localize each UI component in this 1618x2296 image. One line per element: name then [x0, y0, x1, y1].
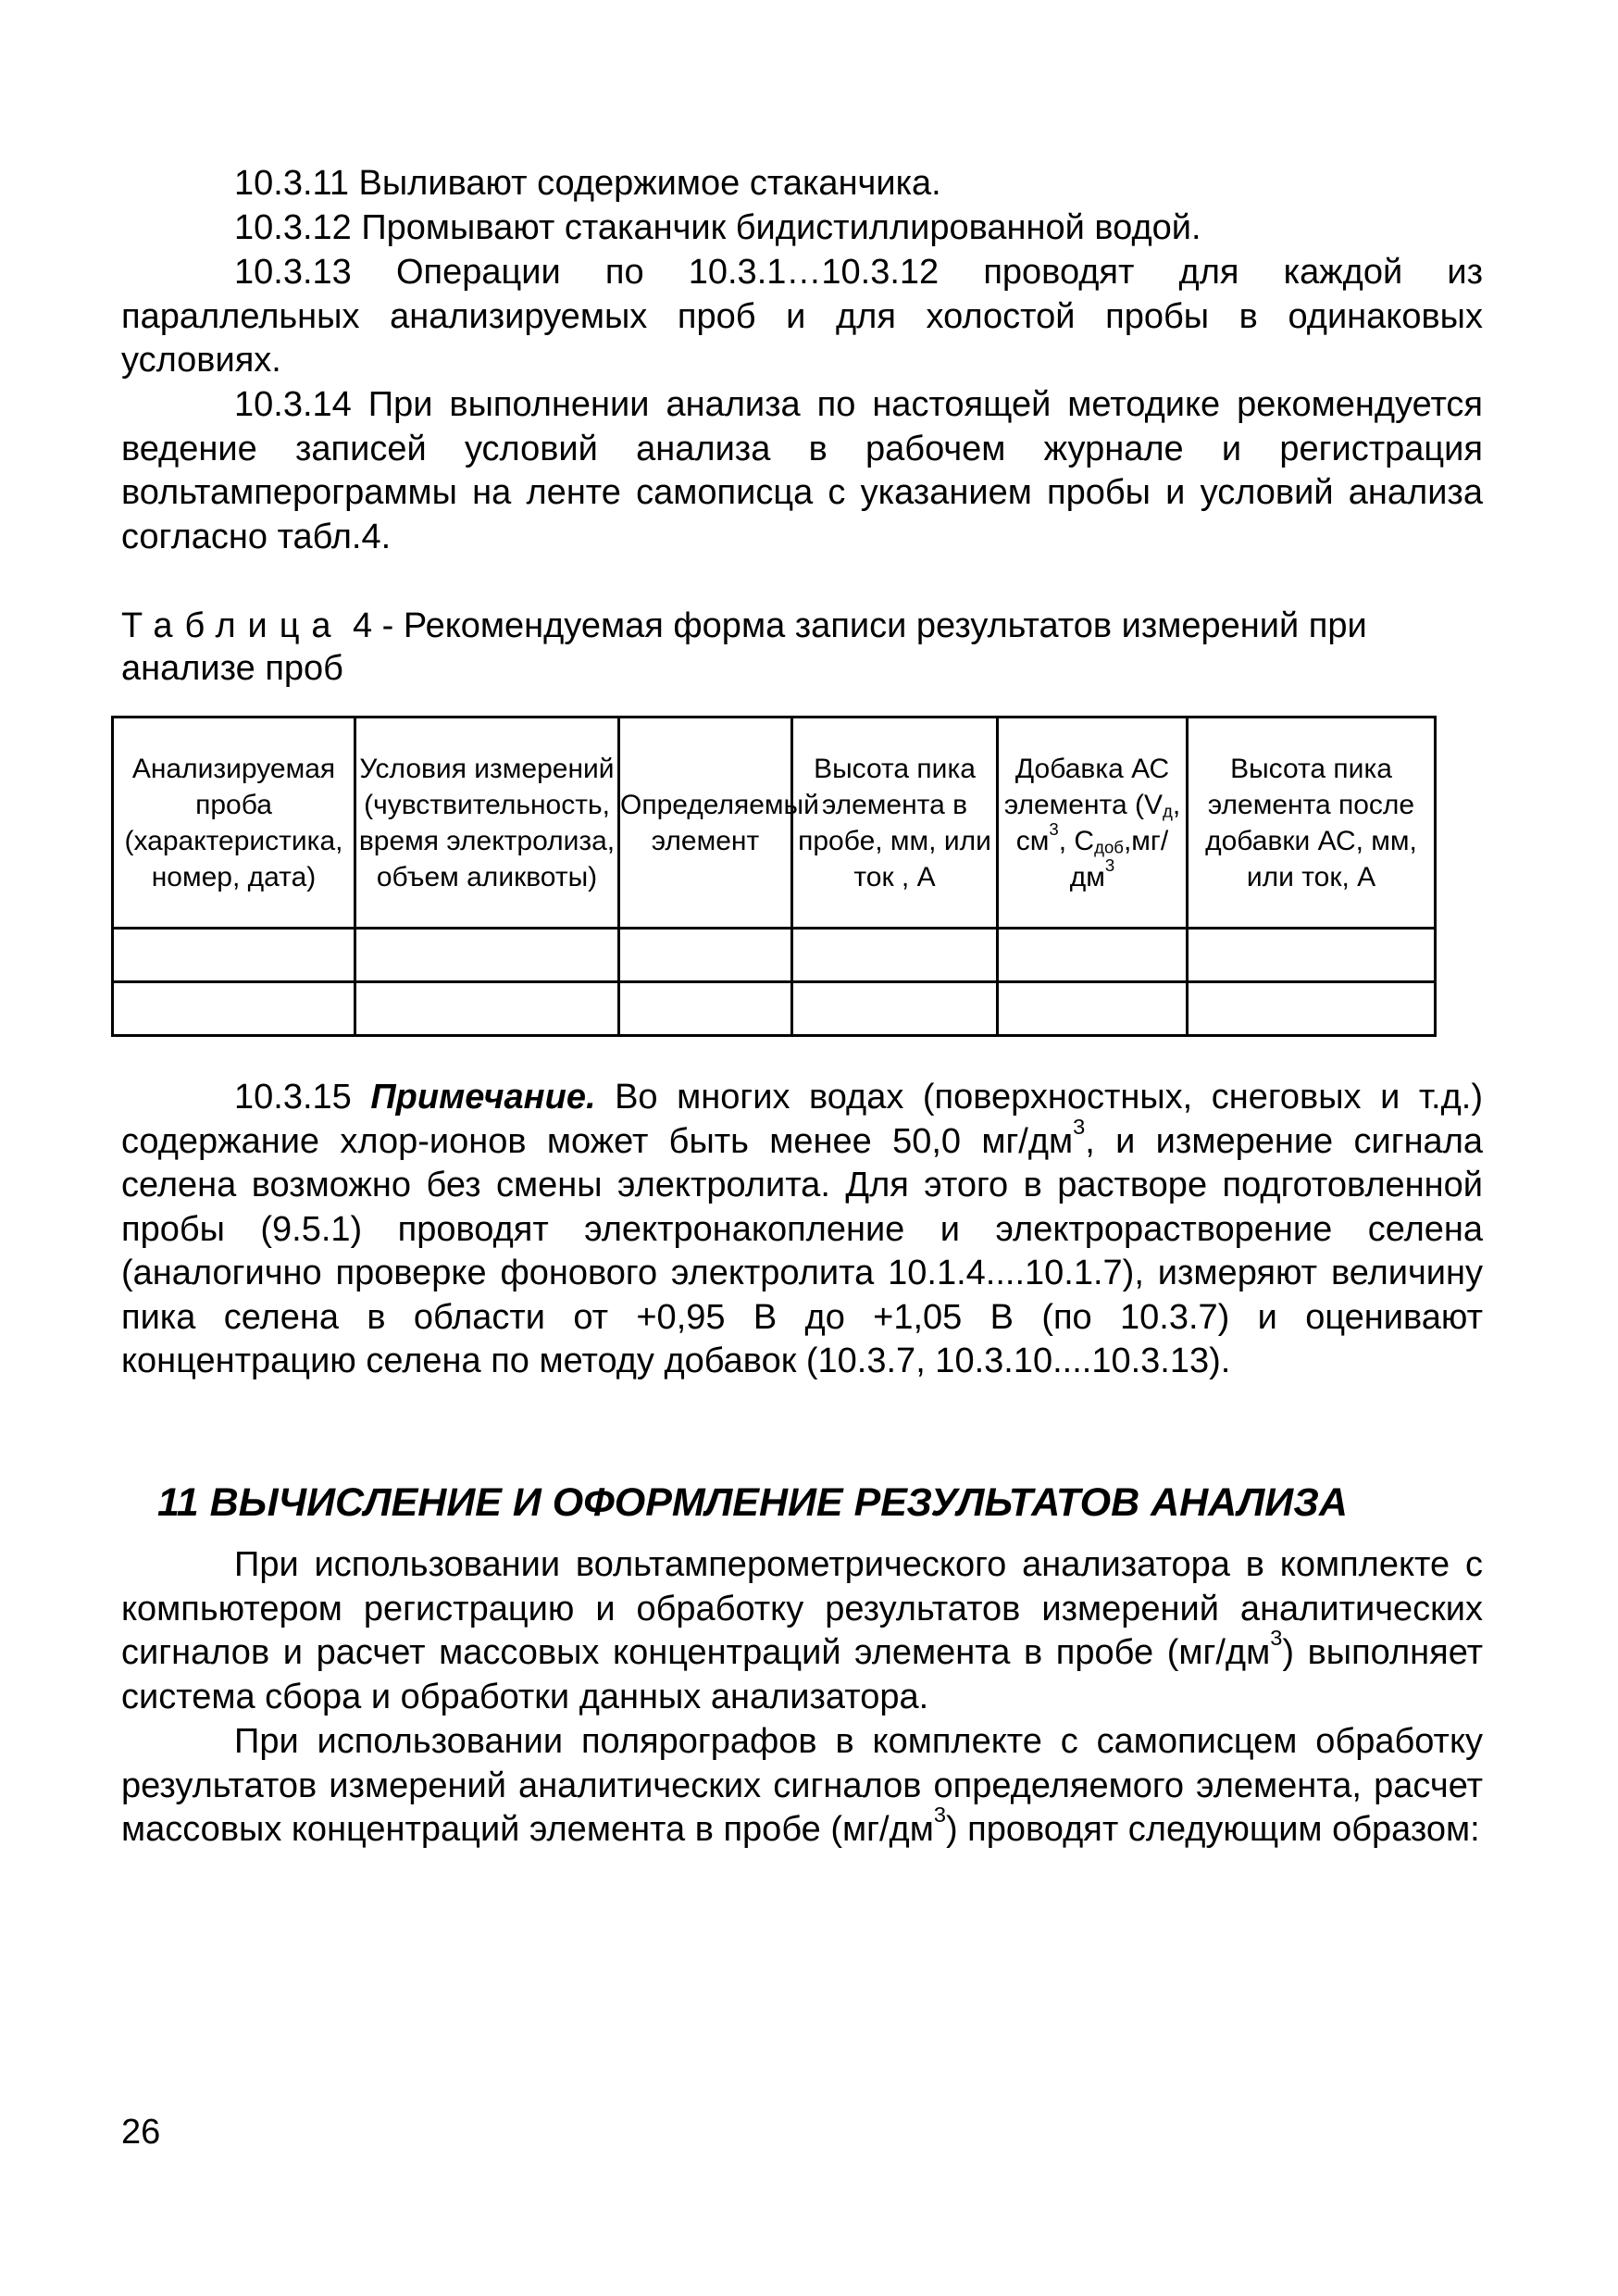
table-cell	[1188, 982, 1436, 1036]
header-sample: Анализируемая проба (характеристика, номер, дата)	[113, 718, 355, 929]
table-row	[113, 982, 1436, 1036]
header-addition: Добавка АС элемента ($V_д$, $см^3$, $С_{доб},мг/дм^3$	[998, 718, 1188, 929]
header-peak-height: Высота пика элемента в пробе, мм, или ток , А	[792, 718, 998, 929]
paragraph-10-3-14: 10.3.14 При выполнении анализа по настоящей методике рекомендуется ведение записей условий анализа в рабочем журнале и регистрация вольтамперограммы на ленте самописца с указанием пробы и условий анализа согласно табл.4.	[121, 385, 1483, 556]
table-cell	[998, 982, 1188, 1036]
section-11-paragraph-1: При использовании вольтамперометрического анализатора в комплекте с компьютером регистрацию и обработку результатов измерений аналитических сигналов и расчет массовых концентраций элемента в пробе $(мг/дм^3)$ выполняет система сбора и обработки данных анализатора.	[121, 1545, 1483, 1716]
section-11-paragraph-2: При использовании полярографов в комплекте с самописцем обработку результатов измерений аналитических сигналов определяемого элемента, расчет массовых концентраций элемента в пробе $(мг/дм^3)$ проводят следующим образом:	[121, 1722, 1483, 1849]
table-caption-text: 4 - Рекомендуемая форма записи результатов измерений при анализе проб	[121, 606, 1367, 688]
table-cell	[113, 929, 355, 982]
table-header-row	[113, 718, 1436, 929]
table-cell	[619, 982, 792, 1036]
table-cell	[998, 929, 1188, 982]
paragraph-10-3-13: 10.3.13 Операции по 10.3.1…10.3.12 проводят для каждой из параллельных анализируемых проб и для холостой пробы в одинаковых условиях.	[121, 253, 1483, 380]
line-10-3-11: 10.3.11 Выливают содержимое стаканчика.	[234, 164, 941, 203]
table-caption-label: Таблица	[121, 606, 343, 645]
table-cell	[792, 982, 998, 1036]
table-cell	[792, 929, 998, 982]
note-10-3-15: 10.3.15 Примечание. Во многих водах (поверхностных, снеговых и т.д.) содержание хлор-ионов может быть менее 50,0 $мг/дм^3$, и измерение сигнала селена возможно без смены электролита. Для этого в растворе подготовленной пробы (9.5.1) проводят электронакопление и электрорастворение селена (аналогично проверке фонового электролита 10.1.4....10.1.7), измеряют величину пика селена в области от +0,95 В до +1,05 В (по 10.3.7) и оценивают концентрацию селена по методу добавок (10.3.7, 10.3.10....10.3.13).	[121, 1078, 1483, 1380]
table-caption	[121, 605, 1483, 690]
table-row	[113, 929, 1436, 982]
table-cell	[619, 929, 792, 982]
header-element: Определяемый элемент	[619, 718, 792, 929]
note-label: Примечание.	[370, 1078, 596, 1117]
table-cell	[1188, 929, 1436, 982]
line-10-3-12: 10.3.12 Промывают стаканчик бидистиллированной водой.	[234, 208, 1201, 247]
section-11-heading: 11 ВЫЧИСЛЕНИЕ И ОФОРМЛЕНИЕ РЕЗУЛЬТАТОВ АНАЛИЗА	[157, 1480, 1348, 1525]
results-table	[111, 716, 1437, 1037]
header-peak-after-addition: Высота пика элемента после добавки АС, мм, или ток, А	[1188, 718, 1436, 929]
table-cell	[113, 982, 355, 1036]
header-conditions: Условия измерений (чувствительность, время электролиза, объем аликвоты)	[355, 718, 619, 929]
table-cell	[355, 929, 619, 982]
table-cell	[355, 982, 619, 1036]
page-number: 26	[121, 2113, 161, 2152]
